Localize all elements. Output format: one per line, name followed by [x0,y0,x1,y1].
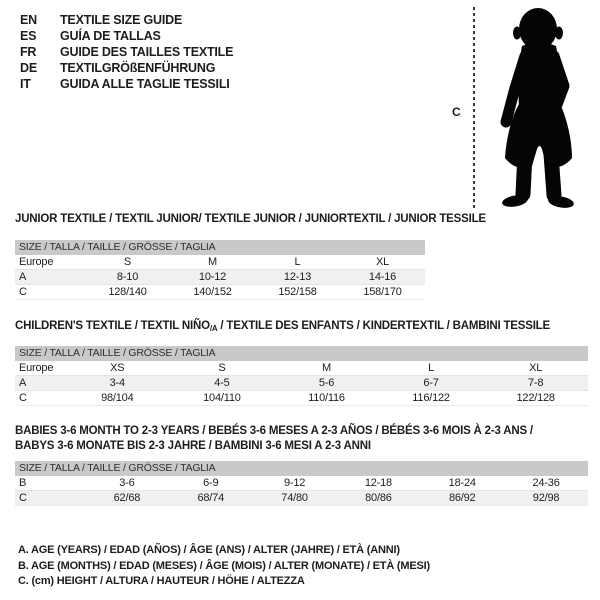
months-cell: 3-6 [119,477,135,489]
title-subscript: /A [209,324,218,333]
height-measure-label: C [452,105,461,119]
row-label: A [19,271,27,283]
lang-title: GUIDE DES TAILLES TEXTILE [60,45,234,59]
height-cell: 80/86 [365,492,392,504]
height-cell: 86/92 [448,492,476,504]
age-cell: 4-5 [214,377,230,389]
lang-code: ES [20,29,37,43]
babies-section-title [15,424,533,454]
height-cell: 110/116 [308,392,345,404]
children-size-table [15,346,588,406]
height-cell: 140/152 [193,286,232,298]
lang-title: TEXTILE SIZE GUIDE [60,13,183,27]
height-cell: 122/128 [516,392,555,404]
months-cell: 18-24 [448,477,476,489]
size-cell: L [294,256,301,268]
lang-code: EN [20,13,37,27]
table-row-age [15,270,425,285]
row-label: C [19,492,27,504]
junior-size-table [15,240,425,300]
height-cell: 152/158 [278,286,317,298]
note-age-months: B. AGE (MONTHS) / EDAD (MESES) / ÂGE (MOIS) / ALTER (MONATE) / ETÀ (MESI) [18,559,430,572]
table-row-europe [15,361,588,376]
height-dimension-line [473,7,475,209]
months-cell: 12-18 [364,477,392,489]
height-cell: 92/98 [532,492,560,504]
size-header-bar: SIZE / TALLA / TAILLE / GRÖSSE / TAGLIA [15,346,588,361]
lang-code: DE [20,61,37,75]
language-title-list [20,12,233,92]
children-section-title [15,320,550,333]
row-label: Europe [19,362,54,374]
height-cell: 62/68 [113,492,141,504]
title-part: CHILDREN'S TEXTILE / TEXTIL NIÑO [15,320,210,332]
size-header-bar: SIZE / TALLA / TAILLE / GRÖSSE / TAGLIA [15,240,425,255]
size-cell: XL [529,362,543,374]
lang-row-en [20,12,233,28]
title-part: / TEXTILE DES ENFANTS / KINDERTEXTIL / BAMBINI TESSILE [217,320,550,332]
age-cell: 14-16 [368,271,397,283]
table-row-height [15,491,588,506]
size-cell: XS [110,362,125,374]
age-cell: 12-13 [283,271,312,283]
age-cell: 6-7 [423,377,439,389]
size-cell: M [322,362,331,374]
height-cell: 104/110 [203,392,241,404]
lang-title: GUÍA DE TALLAS [60,29,161,43]
age-cell: 5-6 [318,377,335,389]
table-row-months [15,476,588,491]
height-cell: 116/122 [412,392,450,404]
junior-section-title: JUNIOR TEXTILE / TEXTIL JUNIOR/ TEXTILE JUNIOR / JUNIORTEXTIL / JUNIOR TESSILE [15,213,486,225]
baby-silhouette-icon [484,6,592,212]
size-cell: M [208,256,217,268]
lang-code: IT [20,77,31,91]
row-label: C [19,392,27,404]
table-row-europe [15,255,425,270]
row-label: Europe [19,256,54,268]
age-cell: 7-8 [528,377,544,389]
height-cell: 68/74 [197,492,224,504]
lang-code: FR [20,45,37,59]
lang-row-es [20,28,233,44]
months-cell: 6-9 [203,477,219,489]
months-cell: 9-12 [283,477,306,489]
size-cell: L [428,362,435,374]
legend-notes [18,543,430,590]
title-line-2: BABYS 3-6 MONATE BIS 2-3 JAHRE / BAMBINI 3-6 MESI A 2-3 ANNI [15,440,371,452]
lang-title: TEXTILGRÖßENFÜHRUNG [60,61,216,75]
lang-title: GUIDA ALLE TAGLIE TESSILI [60,77,230,91]
height-cell: 128/140 [108,286,147,298]
size-cell: S [218,362,226,374]
lang-row-fr [20,44,233,60]
row-label: C [19,286,27,298]
height-cell: 98/104 [101,392,134,404]
months-cell: 24-36 [532,477,560,489]
row-label: B [19,477,27,489]
babies-size-table [15,461,588,506]
title-line-1: BABIES 3-6 MONTH TO 2-3 YEARS / BEBÉS 3-6 MESES A 2-3 AÑOS / BÉBÉS 3-6 MOIS À 2-3 ANS / [15,425,533,437]
table-row-height [15,285,425,300]
table-row-height [15,391,588,406]
size-cell: XL [375,256,390,268]
note-height-cm: C. (cm) HEIGHT / ALTURA / HAUTEUR / HÖHE / ALTEZZA [18,575,305,587]
height-cell: 158/170 [363,286,402,298]
age-cell: 10-12 [198,271,227,283]
size-header-bar: SIZE / TALLA / TAILLE / GRÖSSE / TAGLIA [15,461,588,476]
lang-row-it [20,76,233,92]
table-row-age [15,376,588,391]
age-cell: 8-10 [116,271,139,283]
lang-row-de [20,60,233,76]
row-label: A [19,377,27,389]
size-cell: S [123,256,132,268]
age-cell: 3-4 [109,377,125,389]
height-cell: 74/80 [281,492,308,504]
note-age-years: A. AGE (YEARS) / EDAD (AÑOS) / ÂGE (ANS) / ALTER (JAHRE) / ETÀ (ANNI) [18,544,400,556]
